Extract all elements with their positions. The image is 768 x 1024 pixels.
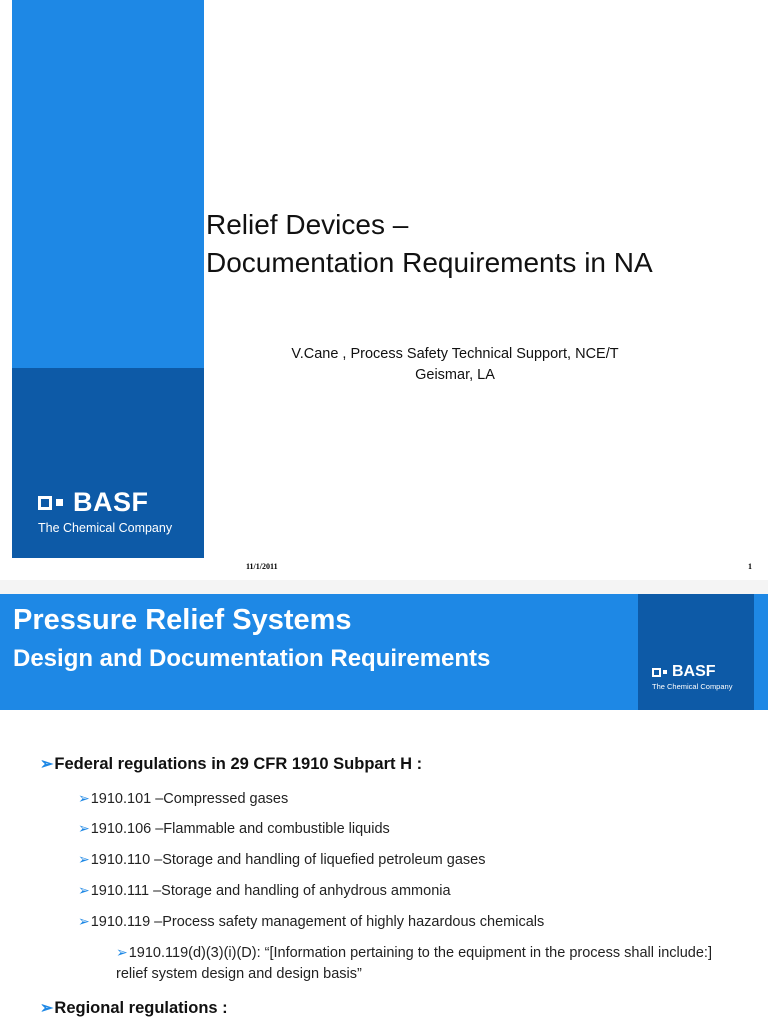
page-number: 1: [748, 562, 752, 571]
arrow-bullet-icon: ➢: [116, 944, 128, 960]
slide-separator: [0, 580, 768, 594]
basf-logo-icon: [652, 668, 661, 677]
arrow-bullet-icon: ➢: [40, 756, 54, 773]
author-line-2: Geismar, LA: [415, 367, 495, 383]
bullet-federal: ➢Federal regulations in 29 CFR 1910 Subpart H :: [40, 755, 423, 773]
slide-title: [206, 206, 653, 282]
arrow-bullet-icon: ➢: [78, 851, 90, 867]
bullet-item: ➢1910.119 –Process safety management of highly hazardous chemicals: [78, 913, 545, 930]
slide-margin: [0, 0, 12, 580]
logo-dot-icon: [56, 499, 63, 506]
arrow-bullet-icon: ➢: [78, 790, 90, 806]
basf-logo: [38, 487, 172, 535]
author-line-1: V.Cane , Process Safety Technical Support, NCE/T: [291, 346, 619, 362]
logo-text: BASF: [672, 663, 716, 680]
bullet-regional: ➢Regional regulations :: [40, 999, 228, 1017]
bullet-item: ➢1910.101 –Compressed gases: [78, 790, 289, 807]
title-line-2: Documentation Requirements in NA: [206, 247, 653, 278]
basf-logo-icon: [38, 496, 52, 510]
bullet-sub-item: ➢1910.119(d)(3)(i)(D): “[Information pertaining to the equipment in the process shall include:] relief system design and design basis”: [116, 944, 712, 982]
bullet-item: ➢1910.110 –Storage and handling of liquefied petroleum gases: [78, 851, 486, 868]
arrow-bullet-icon: ➢: [78, 882, 90, 898]
slide-date: 11/1/2011: [246, 562, 278, 571]
logo-tagline: The Chemical Company: [652, 682, 733, 691]
slide2-subtitle: Design and Documentation Requirements: [13, 645, 491, 672]
arrow-bullet-icon: ➢: [78, 820, 90, 836]
accent-panel-top: [12, 0, 204, 368]
author-block: [260, 344, 650, 386]
logo-text: BASF: [73, 487, 149, 517]
logo-tagline: The Chemical Company: [38, 521, 173, 535]
basf-logo-small: [652, 663, 732, 691]
slide2-title: Pressure Relief Systems: [13, 604, 352, 636]
arrow-bullet-icon: ➢: [40, 1000, 54, 1017]
bullet-item: ➢1910.111 –Storage and handling of anhydrous ammonia: [78, 882, 451, 899]
bullet-item: ➢1910.106 –Flammable and combustible liquids: [78, 820, 390, 837]
logo-dot-icon: [663, 670, 667, 674]
slide2-logo-panel: [638, 594, 754, 710]
arrow-bullet-icon: ➢: [78, 913, 90, 929]
title-line-1: Relief Devices –: [206, 209, 409, 240]
